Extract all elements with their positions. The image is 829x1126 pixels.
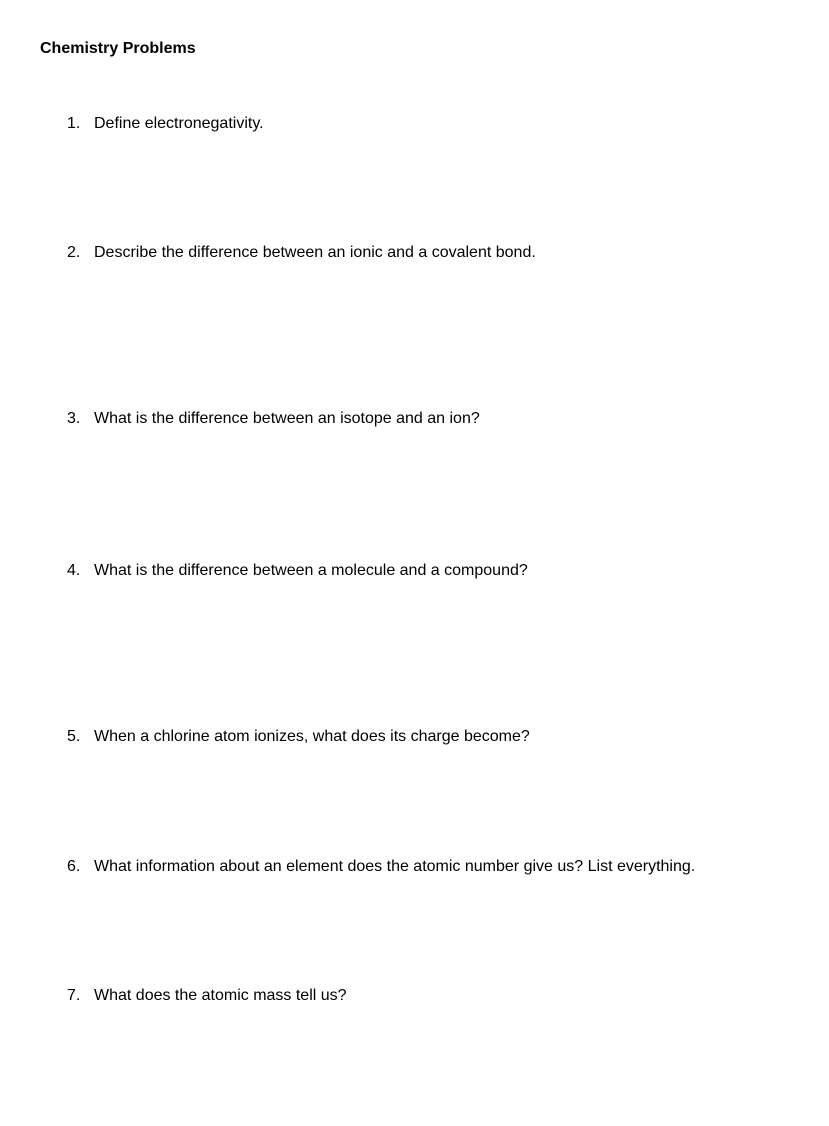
question-item	[67, 244, 536, 262]
page-title: Chemistry Problems	[40, 40, 196, 57]
question-item	[67, 115, 264, 133]
question-number: 3.	[67, 410, 81, 427]
question-text: What does the atomic mass tell us?	[94, 987, 347, 1004]
question-text: Define electronegativity.	[94, 115, 264, 132]
question-item	[67, 858, 695, 876]
question-text: Describe the difference between an ionic and a covalent bond.	[94, 244, 536, 261]
question-item	[67, 562, 528, 580]
question-number: 7.	[67, 987, 81, 1004]
question-text: When a chlorine atom ionizes, what does its charge become?	[94, 728, 530, 745]
question-number: 5.	[67, 728, 81, 745]
question-item	[67, 728, 530, 746]
question-item	[67, 987, 347, 1005]
question-number: 1.	[67, 115, 81, 132]
question-text: What is the difference between an isotope and an ion?	[94, 410, 480, 427]
question-number: 6.	[67, 858, 81, 875]
question-text: What is the difference between a molecule and a compound?	[94, 562, 528, 579]
question-number: 2.	[67, 244, 81, 261]
question-text: What information about an element does the atomic number give us? List everything.	[94, 858, 696, 875]
question-item	[67, 410, 480, 428]
question-number: 4.	[67, 562, 81, 579]
